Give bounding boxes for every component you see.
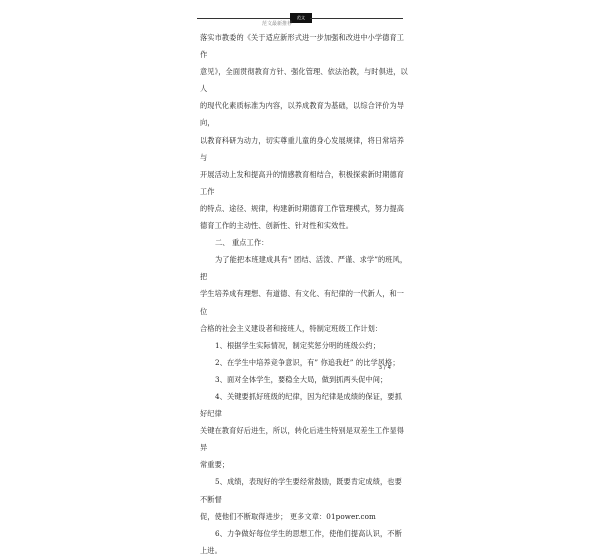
text-line: 德育工作的主动性、创新性、针对性和实效性。 — [200, 221, 354, 231]
document-body — [200, 29, 408, 559]
text-line: 开展活动上发和提高升的情感教育相结合，积极探索新时期德育工作 — [200, 169, 405, 196]
list-item: 3、面对全体学生，要稳全大局，做到抓两头促中间； — [215, 374, 388, 384]
section-heading: 二、 重点工作： — [215, 238, 269, 248]
text-line: 学生培养成有理想、有道德、有文化、有纪律的一代新人，和一位 — [200, 289, 405, 316]
header-note: 范文最新推荐 — [262, 21, 293, 27]
header-tag: 范文 — [290, 13, 312, 23]
text-line: 合格的社会主义建设者和接班人，特制定班级工作计划： — [200, 323, 383, 333]
text-line: 落实市教委的《关于适应新形式进一步加强和改进中小学德育工作 — [200, 33, 405, 60]
list-item: 6、力争做好每位学生的思想工作，使他们提高认识，不断上进。 — [200, 528, 402, 555]
text-line: 常重要； — [200, 460, 230, 470]
text-line: 为了能把本班建成具有“ 团结、活泼、严谨、求学”的班风，把 — [200, 255, 408, 282]
text-line: 以教育科研为动力，切实尊重儿童的身心发展规律，将日常培养与 — [200, 135, 405, 162]
text-line: 的现代化素质标准为内容，以养成教育为基础，以综合评价为导向， — [200, 101, 405, 128]
list-item: 5、成绩，表现好的学生要经常鼓励，既要肯定成绩，也要不断督 — [200, 477, 402, 504]
header-rule-left — [197, 18, 290, 19]
list-item: 4、关键要抓好班级的纪律，因为纪律是成绩的保证，要抓好纪律 — [200, 391, 402, 419]
text-line: 关键在教育好后进生，所以，转化后进生特别是双差生工作显得异 — [200, 426, 405, 453]
list-item: 2、在学生中培养竞争意识，有” 你追我赶” 的比学风格； — [215, 357, 400, 367]
text-line: 意见》，全面贯彻教育方针、强化管理、依法治教，与时俱进，以人 — [200, 67, 408, 94]
page-number: 3 / 4 — [378, 365, 391, 371]
list-item: 1、根据学生实际情况，制定奖惩分明的班级公约； — [215, 340, 381, 350]
text-line: 促，使他们不断取得进步； 更多文章：01power.com — [200, 511, 376, 521]
header-rule-right — [310, 18, 403, 19]
text-line: 的特点、途径、规律，构建新时期德育工作管理模式，努力提高 — [200, 203, 405, 213]
